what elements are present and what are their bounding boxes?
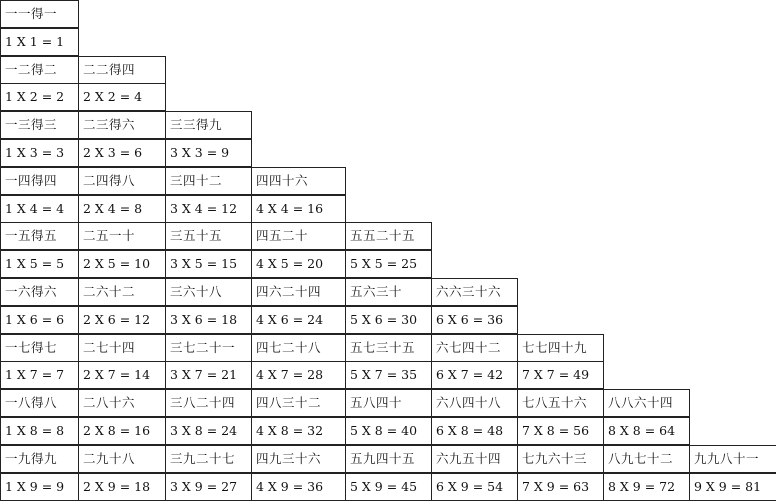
equation-text: 4 X 5 = 20 [256,256,324,271]
equation-cell [345,306,432,334]
rhyme-cell [78,334,166,362]
rhyme-text: 二六十二 [83,284,136,299]
rhyme-text: 三五十五 [170,228,223,243]
equation-cell [165,361,252,389]
equation-text: 1 X 7 = 7 [5,367,65,382]
equation-text: 7 X 9 = 63 [522,479,590,494]
equation-text: 1 X 5 = 5 [5,256,65,271]
rhyme-cell [0,56,79,84]
equation-cell [0,195,79,223]
equation-text: 2 X 3 = 6 [83,145,143,160]
equation-text: 4 X 6 = 24 [256,312,324,327]
equation-cell [78,473,166,501]
equation-text: 5 X 6 = 30 [350,312,418,327]
rhyme-text: 八九七十二 [608,451,674,466]
equation-cell [345,361,432,389]
equation-cell [603,473,690,501]
equation-text: 2 X 4 = 8 [83,201,143,216]
rhyme-text: 六八四十八 [436,395,502,410]
rhyme-text: 四四十六 [256,173,309,188]
equation-text: 4 X 9 = 36 [256,479,324,494]
rhyme-text: 一八得八 [5,395,58,410]
equation-cell [78,361,166,389]
rhyme-cell [251,278,346,306]
equation-cell [0,473,79,501]
rhyme-text: 七八五十六 [522,395,588,410]
rhyme-text: 三四十二 [170,173,223,188]
rhyme-cell [78,278,166,306]
rhyme-text: 一一得一 [5,6,58,21]
rhyme-text: 五五二十五 [350,228,416,243]
rhyme-text: 二三得六 [83,117,136,132]
equation-cell [0,250,79,278]
equation-cell [345,473,432,501]
rhyme-cell [0,389,79,417]
rhyme-cell [251,334,346,362]
rhyme-cell [165,334,252,362]
equation-text: 2 X 5 = 10 [83,256,151,271]
rhyme-cell [431,278,518,306]
equation-text: 1 X 8 = 8 [5,423,65,438]
rhyme-cell [251,445,346,473]
equation-text: 7 X 8 = 56 [522,423,590,438]
equation-cell [345,417,432,445]
equation-cell [431,473,518,501]
rhyme-text: 九九八十一 [694,451,760,466]
equation-cell [78,195,166,223]
equation-text: 3 X 9 = 27 [170,479,238,494]
equation-cell [251,195,346,223]
equation-cell [165,306,252,334]
rhyme-text: 六六三十六 [436,284,502,299]
rhyme-cell [431,445,518,473]
rhyme-text: 七九六十三 [522,451,588,466]
equation-cell [165,473,252,501]
rhyme-cell [431,334,518,362]
rhyme-cell [251,389,346,417]
equation-cell [431,361,518,389]
equation-text: 3 X 7 = 21 [170,367,238,382]
equation-cell [78,417,166,445]
rhyme-text: 二八十六 [83,395,136,410]
rhyme-text: 五七三十五 [350,340,416,355]
rhyme-text: 一六得六 [5,284,58,299]
equation-text: 6 X 9 = 54 [436,479,504,494]
rhyme-cell [165,445,252,473]
rhyme-text: 三七二十一 [170,340,236,355]
equation-text: 1 X 1 = 1 [5,34,65,49]
rhyme-cell [517,389,604,417]
equation-text: 1 X 2 = 2 [5,89,65,104]
rhyme-text: 一三得三 [5,117,58,132]
equation-cell [517,473,604,501]
rhyme-text: 一七得七 [5,340,58,355]
rhyme-cell [0,222,79,250]
equation-cell [345,250,432,278]
rhyme-text: 三八二十四 [170,395,236,410]
rhyme-cell [431,389,518,417]
equation-text: 2 X 6 = 12 [83,312,151,327]
rhyme-cell [517,445,604,473]
equation-text: 1 X 4 = 4 [5,201,65,216]
equation-text: 3 X 6 = 18 [170,312,238,327]
equation-cell [251,417,346,445]
equation-text: 5 X 5 = 25 [350,256,418,271]
rhyme-cell [0,334,79,362]
equation-cell [689,473,776,501]
rhyme-text: 二二得四 [83,62,136,77]
rhyme-text: 四五二十 [256,228,309,243]
rhyme-cell [251,167,346,195]
equation-text: 6 X 6 = 36 [436,312,504,327]
equation-cell [0,28,79,56]
equation-cell [431,306,518,334]
rhyme-text: 五九四十五 [350,451,416,466]
rhyme-text: 一四得四 [5,173,58,188]
equation-text: 2 X 8 = 16 [83,423,151,438]
rhyme-cell [345,334,432,362]
rhyme-cell [251,222,346,250]
equation-text: 2 X 9 = 18 [83,479,151,494]
rhyme-text: 一九得九 [5,451,58,466]
rhyme-text: 二七十四 [83,340,136,355]
rhyme-cell [0,0,79,28]
equation-cell [251,250,346,278]
rhyme-cell [0,278,79,306]
equation-cell [251,306,346,334]
rhyme-text: 四六二十四 [256,284,322,299]
rhyme-text: 七七四十九 [522,340,588,355]
rhyme-text: 二九十八 [83,451,136,466]
rhyme-cell [0,445,79,473]
rhyme-cell [78,389,166,417]
equation-cell [165,139,252,167]
rhyme-cell [78,167,166,195]
equation-cell [251,361,346,389]
rhyme-text: 三六十八 [170,284,223,299]
equation-text: 1 X 6 = 6 [5,312,65,327]
rhyme-cell [78,56,166,84]
rhyme-cell [517,334,604,362]
equation-text: 3 X 8 = 24 [170,423,238,438]
equation-text: 3 X 4 = 12 [170,201,238,216]
rhyme-text: 四七二十八 [256,340,322,355]
rhyme-cell [165,278,252,306]
rhyme-text: 六七四十二 [436,340,502,355]
equation-text: 5 X 8 = 40 [350,423,418,438]
equation-cell [0,306,79,334]
rhyme-text: 一二得二 [5,62,58,77]
equation-cell [0,361,79,389]
equation-text: 5 X 7 = 35 [350,367,418,382]
rhyme-text: 四九三十六 [256,451,322,466]
equation-text: 8 X 9 = 72 [608,479,676,494]
rhyme-cell [345,278,432,306]
rhyme-cell [165,167,252,195]
rhyme-text: 一五得五 [5,228,58,243]
equation-text: 3 X 5 = 15 [170,256,238,271]
equation-text: 4 X 4 = 16 [256,201,324,216]
rhyme-cell [603,389,690,417]
rhyme-cell [0,167,79,195]
equation-cell [431,417,518,445]
equation-text: 6 X 8 = 48 [436,423,504,438]
rhyme-cell [78,445,166,473]
equation-text: 8 X 8 = 64 [608,423,676,438]
equation-text: 7 X 7 = 49 [522,367,590,382]
equation-text: 3 X 3 = 9 [170,145,230,160]
equation-cell [165,417,252,445]
rhyme-cell [78,222,166,250]
rhyme-cell [78,111,166,139]
rhyme-cell [0,111,79,139]
equation-text: 1 X 9 = 9 [5,479,65,494]
equation-cell [78,250,166,278]
equation-cell [0,417,79,445]
equation-cell [603,417,690,445]
equation-text: 2 X 7 = 14 [83,367,151,382]
equation-text: 5 X 9 = 45 [350,479,418,494]
rhyme-text: 二五一十 [83,228,136,243]
rhyme-text: 六九五十四 [436,451,502,466]
equation-text: 9 X 9 = 81 [694,479,762,494]
equation-cell [78,306,166,334]
equation-text: 1 X 3 = 3 [5,145,65,160]
rhyme-cell [165,222,252,250]
rhyme-cell [689,445,776,473]
equation-cell [251,473,346,501]
equation-text: 4 X 8 = 32 [256,423,324,438]
rhyme-cell [165,111,252,139]
equation-cell [0,139,79,167]
rhyme-text: 二四得八 [83,173,136,188]
equation-cell [165,195,252,223]
equation-text: 2 X 2 = 4 [83,89,143,104]
equation-cell [0,83,79,111]
equation-text: 4 X 7 = 28 [256,367,324,382]
rhyme-text: 八八六十四 [608,395,674,410]
equation-cell [165,250,252,278]
rhyme-cell [345,445,432,473]
rhyme-text: 五六三十 [350,284,403,299]
equation-text: 6 X 7 = 42 [436,367,504,382]
equation-cell [78,83,166,111]
equation-cell [78,139,166,167]
equation-cell [517,417,604,445]
equation-cell [517,361,604,389]
rhyme-text: 四八三十二 [256,395,322,410]
rhyme-cell [345,389,432,417]
rhyme-text: 三九二十七 [170,451,236,466]
rhyme-cell [345,222,432,250]
rhyme-text: 三三得九 [170,117,223,132]
rhyme-cell [165,389,252,417]
rhyme-text: 五八四十 [350,395,403,410]
rhyme-cell [603,445,690,473]
